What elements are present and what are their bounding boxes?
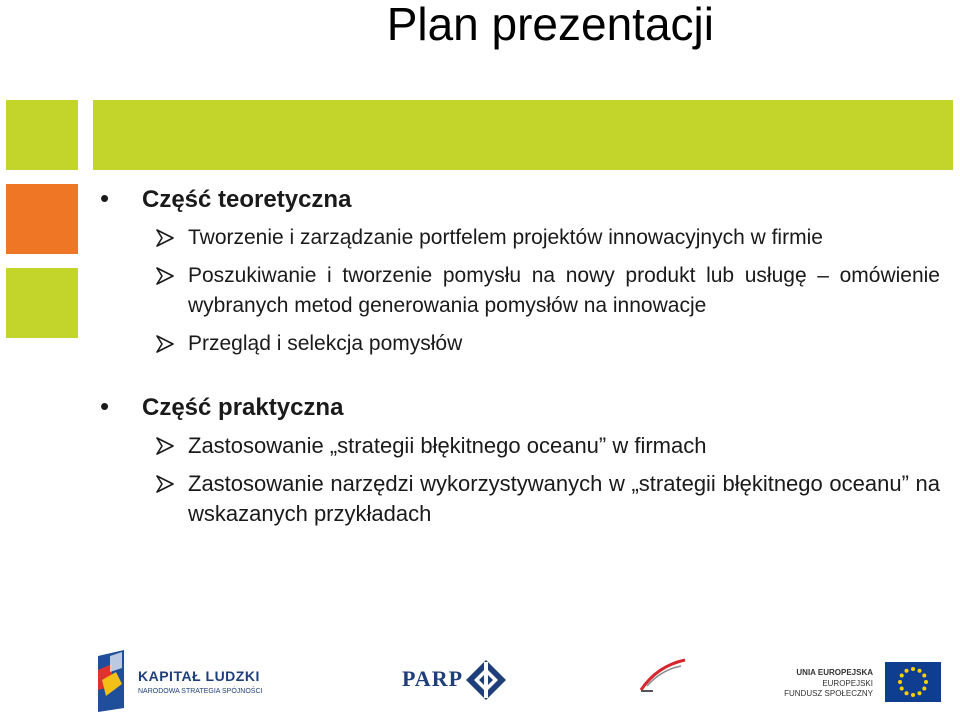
item-text: Przegląd i selekcja pomysłów (188, 332, 463, 355)
eu-line1: UNIA EUROPEJSKA (796, 668, 873, 677)
arrowhead-bullet-icon (155, 267, 175, 285)
item-text: Zastosowanie narzędzi wykorzystywanych w „strategii błękitnego oceanu” na wskazanych przykładach (188, 471, 940, 526)
parp-text: PARP (402, 666, 464, 691)
content-area (100, 185, 940, 529)
top-left-green-block (6, 100, 78, 170)
section-practice (100, 393, 940, 529)
red-swoosh-icon (637, 656, 689, 696)
section-theory (100, 185, 940, 359)
top-green-band (93, 100, 953, 170)
kl-title: KAPITAŁ LUDZKI (138, 668, 260, 684)
parp-logo (402, 648, 512, 708)
orange-square (6, 184, 78, 254)
footer-logos (0, 648, 960, 714)
list-item (155, 329, 940, 359)
arrowhead-bullet-icon (155, 437, 175, 455)
arrowhead-bullet-icon (155, 229, 175, 247)
slide-title: Plan prezentacji (386, 0, 714, 50)
list-item (155, 223, 940, 253)
kapital-ludzki-emblem-icon (92, 650, 130, 712)
parp-diamond-icon (466, 660, 506, 700)
list-item (155, 469, 940, 529)
eu-logo (784, 648, 953, 708)
practice-items (100, 431, 940, 529)
item-text: Zastosowanie „strategii błękitnego oceanu” w firmach (188, 433, 707, 458)
klub-innowacyjnych-przedsiebiorstw-logo (637, 648, 689, 708)
bullet-dot: • (100, 391, 110, 421)
eu-line3: FUNDUSZ SPOŁECZNY (784, 689, 873, 698)
theory-items (100, 223, 940, 359)
eu-flag-icon (885, 662, 941, 702)
arrowhead-bullet-icon (155, 335, 175, 353)
item-text: Tworzenie i zarządzanie portfelem projektów innowacyjnych w firmie (188, 226, 823, 249)
list-item (155, 431, 940, 461)
list-item (155, 261, 940, 321)
kapital-ludzki-logo (92, 648, 277, 714)
section-title: Część teoretyczna (142, 186, 352, 213)
kl-subtitle: NARODOWA STRATEGIA SPÓJNOŚCI (138, 688, 263, 695)
section-title: Część praktyczna (142, 394, 344, 421)
item-text: Poszukiwanie i tworzenie pomysłu na nowy produkt lub usługę – omówienie wybranych metod generowania pomysłów na innowacje (188, 264, 940, 317)
bullet-dot: • (100, 183, 110, 213)
arrowhead-bullet-icon (155, 475, 175, 493)
green-square (6, 268, 78, 338)
eu-line2: EUROPEJSKI (822, 679, 873, 688)
